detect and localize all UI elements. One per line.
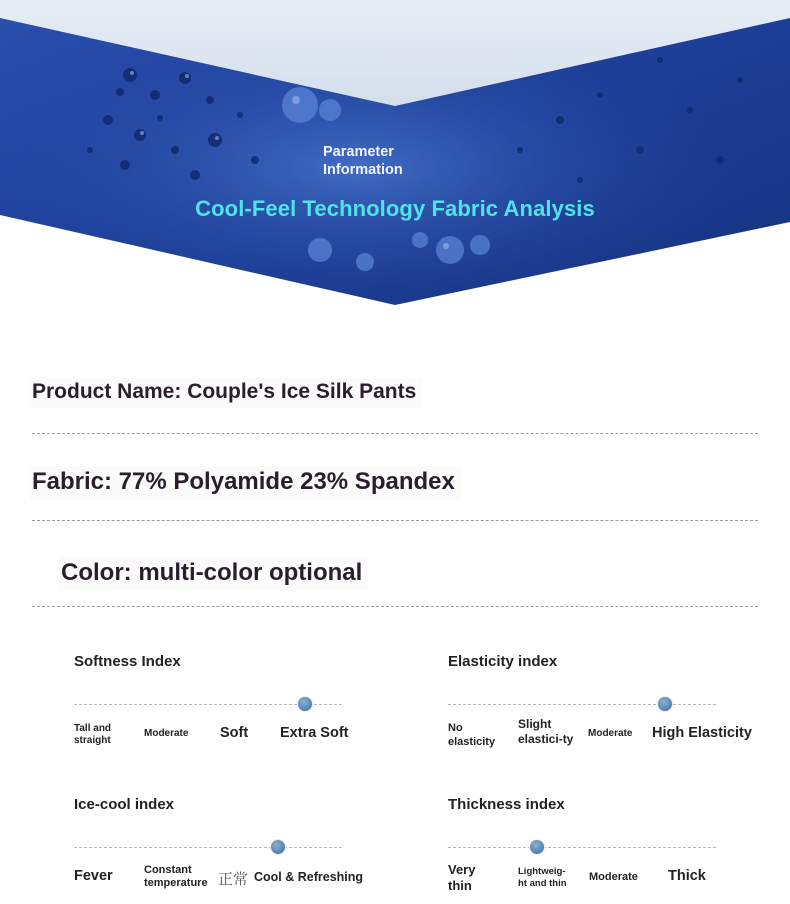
divider (32, 520, 758, 521)
divider (32, 433, 758, 434)
softness-index (74, 653, 394, 763)
level-label: Constant temperature (144, 864, 208, 889)
level-label: No elasticity (448, 722, 496, 748)
scale-line (448, 847, 716, 848)
level-indicator (530, 840, 544, 854)
banner-subtitle (323, 143, 443, 179)
level-label: Thick (668, 868, 706, 884)
elasticity-index (448, 653, 768, 763)
level-indicator (298, 697, 312, 711)
thickness-index (448, 796, 768, 904)
banner-subtitle-line1: Parameter (323, 144, 394, 160)
fabric-composition: Fabric: 77% Polyamide 23% Spandex (30, 466, 461, 500)
level-label: Lightweig-ht and thin (518, 866, 567, 889)
level-label: High Elasticity (652, 725, 752, 741)
level-label: 正常 (218, 870, 249, 888)
level-label: Fever (74, 868, 113, 884)
index-title: Elasticity index (448, 653, 558, 670)
level-label: Slight elastici-ty (518, 717, 574, 746)
color-options: Color: multi-color optional (59, 557, 368, 591)
level-indicator (658, 697, 672, 711)
header-banner (0, 0, 790, 310)
level-label: Soft (220, 725, 249, 741)
index-title: Ice-cool index (74, 796, 175, 813)
scale-line (74, 847, 342, 848)
product-name: Product Name: Couple's Ice Silk Pants (30, 378, 422, 408)
level-label: Very thin (448, 862, 476, 893)
level-label: Tall and straight (74, 723, 112, 746)
scale-line (448, 704, 716, 705)
icecool-index (74, 796, 394, 904)
page-title: Cool-Feel Technology Fabric Analysis (195, 196, 595, 221)
level-label: Cool & Refreshing (254, 870, 364, 884)
level-label: Moderate (589, 871, 638, 883)
level-label: Moderate (144, 728, 189, 739)
index-title: Softness Index (74, 653, 181, 670)
level-label: Extra Soft (280, 725, 349, 741)
divider (32, 606, 758, 607)
level-indicator (271, 840, 285, 854)
index-title: Thickness index (448, 796, 565, 813)
level-label: Moderate (588, 728, 633, 739)
banner-subtitle-line2: Information (323, 162, 403, 178)
